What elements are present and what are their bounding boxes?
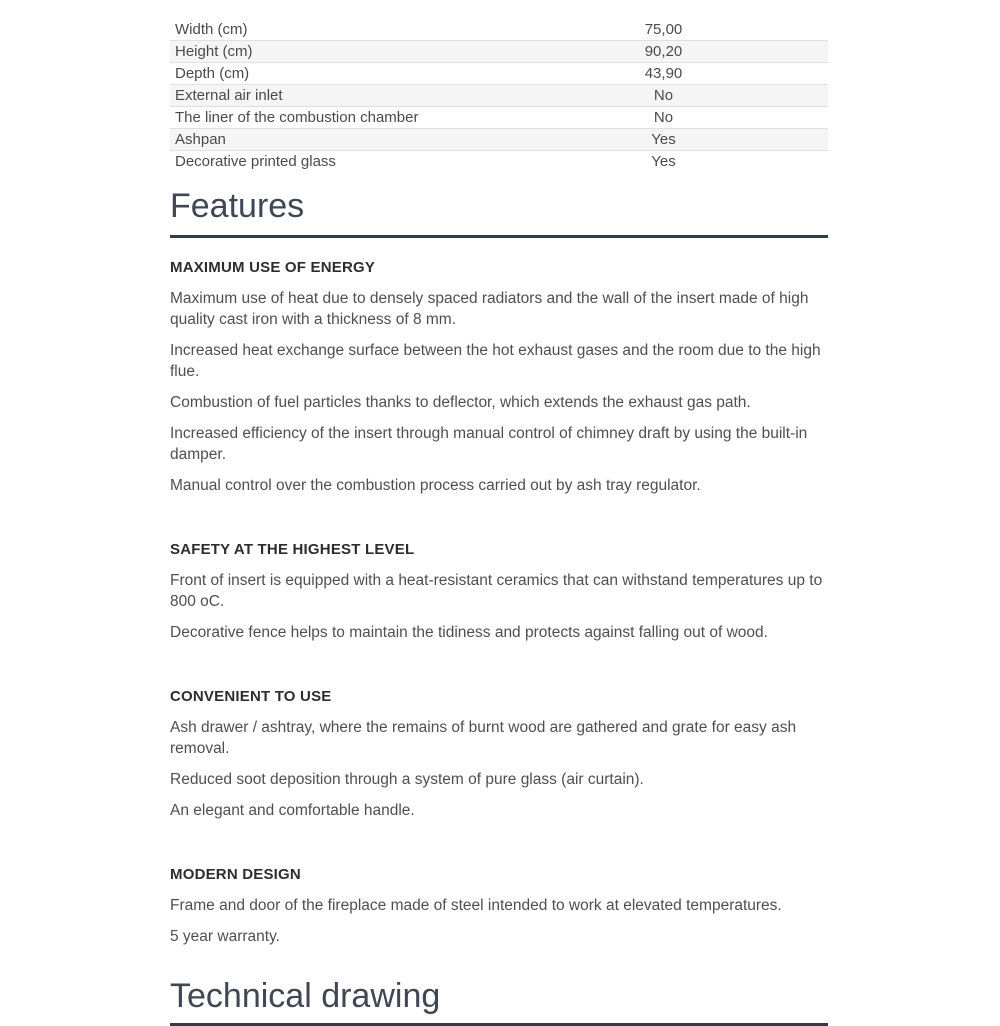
spec-value: No <box>653 87 674 104</box>
spec-label: Decorative printed glass <box>175 153 336 170</box>
table-row <box>170 85 828 107</box>
spec-label: The liner of the combustion chamber <box>175 109 419 126</box>
table-row <box>170 41 828 63</box>
section-heading: CONVENIENT TO USE <box>170 688 332 705</box>
spec-value: No <box>653 109 674 126</box>
spec-value: Yes <box>651 131 676 148</box>
feature-paragraph: Frame and door of the fireplace made of steel intended to work at elevated temperatures. <box>170 897 782 914</box>
table-row <box>170 107 828 129</box>
feature-paragraph: Combustion of fuel particles thanks to deflector, which extends the exhaust gas path. <box>170 394 751 411</box>
feature-paragraph: Maximum use of heat due to densely spaced radiators and the wall of the insert made of high quality cast iron with a thickness of 8 mm. <box>170 290 809 328</box>
table-row <box>170 129 828 151</box>
feature-paragraph: Decorative fence helps to maintain the tidiness and protects against falling out of wood. <box>170 624 768 641</box>
feature-section-safety <box>170 540 828 643</box>
spec-label: Depth (cm) <box>175 65 250 82</box>
spec-value: 90,20 <box>644 43 683 60</box>
feature-paragraph: 5 year warranty. <box>170 928 280 945</box>
feature-section-modern-design <box>170 865 828 947</box>
table-row <box>170 19 828 41</box>
feature-paragraph: Reduced soot deposition through a system of pure glass (air curtain). <box>170 771 644 788</box>
feature-paragraph: Front of insert is equipped with a heat-resistant ceramics that can withstand temperatures up to 800 oC. <box>170 572 823 610</box>
technical-drawing-title: Technical drawing <box>170 977 828 1026</box>
section-heading: SAFETY AT THE HIGHEST LEVEL <box>170 541 415 558</box>
features-body <box>170 258 828 947</box>
spec-label: Ashpan <box>175 131 226 148</box>
product-detail-page <box>170 19 828 1026</box>
feature-section-maximum-use-of-energy <box>170 258 828 496</box>
section-heading: MAXIMUM USE OF ENERGY <box>170 259 376 276</box>
section-heading: MODERN DESIGN <box>170 866 301 883</box>
spec-value: 75,00 <box>644 21 683 38</box>
spec-table <box>170 19 828 173</box>
feature-paragraph: Manual control over the combustion process carried out by ash tray regulator. <box>170 477 701 494</box>
feature-paragraph: Increased efficiency of the insert through manual control of chimney draft by using the built-in damper. <box>170 425 808 463</box>
features-title: Features <box>170 187 828 238</box>
feature-paragraph: Increased heat exchange surface between the hot exhaust gases and the room due to the high flue. <box>170 342 821 380</box>
spec-label: Width (cm) <box>175 21 248 38</box>
table-row <box>170 151 828 173</box>
spec-label: Height (cm) <box>175 43 253 60</box>
spec-value: Yes <box>651 153 676 170</box>
feature-paragraph: An elegant and comfortable handle. <box>170 802 415 819</box>
spec-value: 43,90 <box>644 65 683 82</box>
spec-label: External air inlet <box>175 87 283 104</box>
feature-section-convenient-to-use <box>170 687 828 821</box>
table-row <box>170 63 828 85</box>
feature-paragraph: Ash drawer / ashtray, where the remains of burnt wood are gathered and grate for easy ash removal. <box>170 719 797 757</box>
